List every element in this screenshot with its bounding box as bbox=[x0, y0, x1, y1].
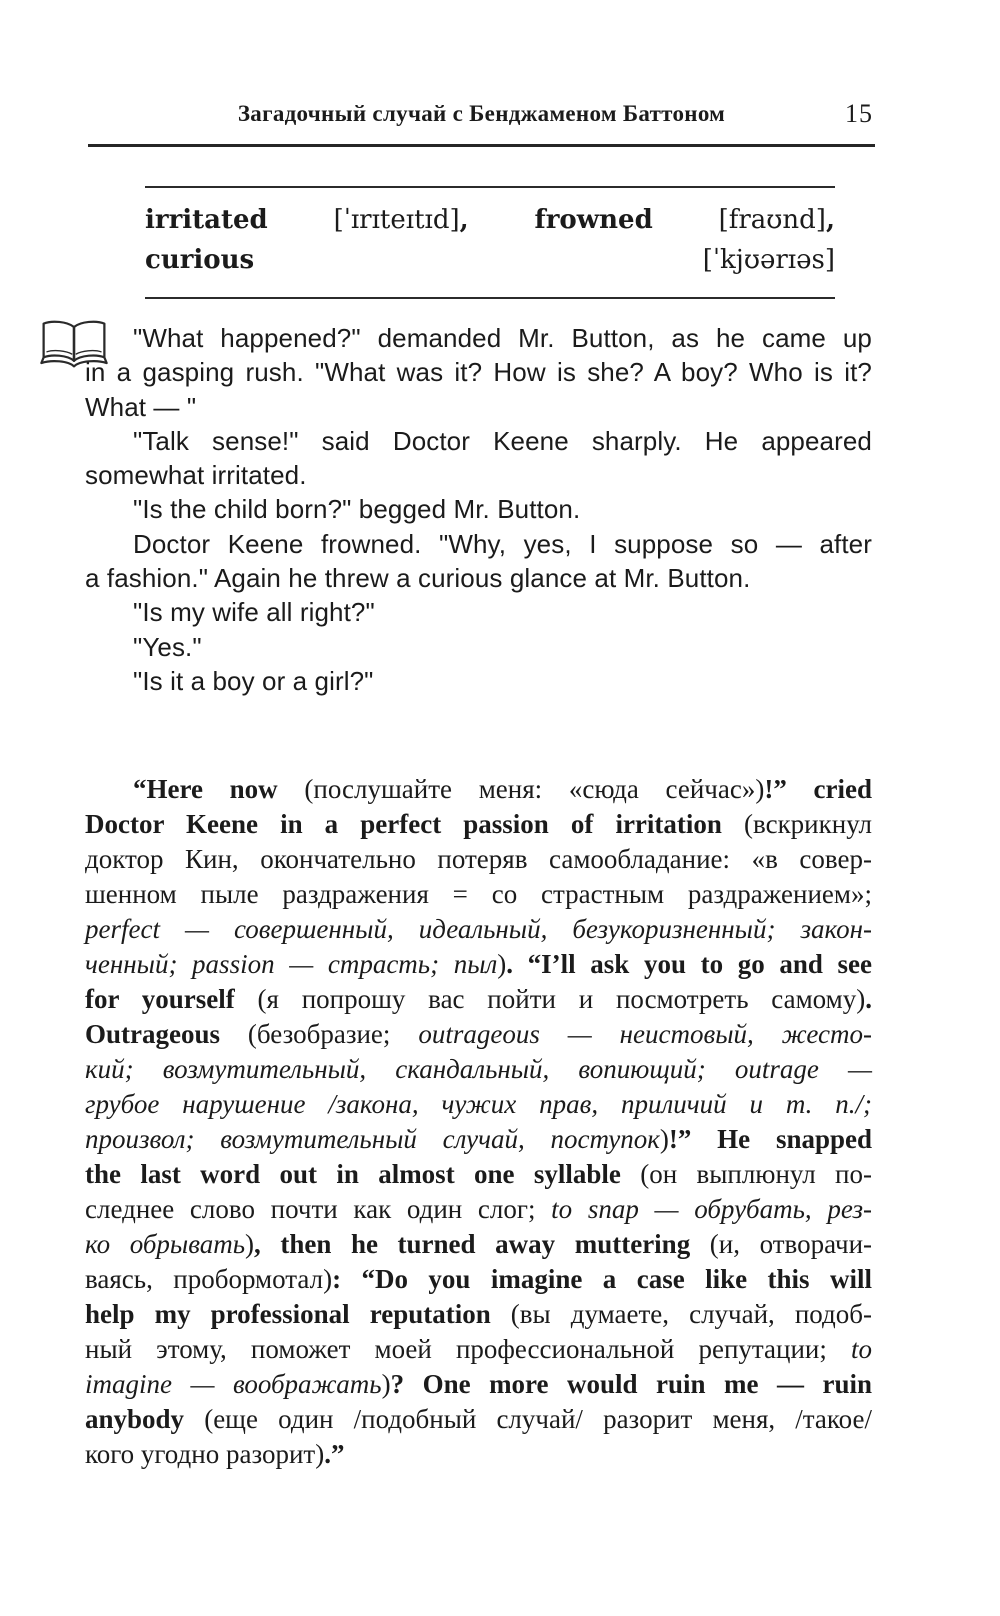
text-run: (вы думаете, случай, подоб- bbox=[510, 1299, 872, 1329]
text-run: a fashion." Again he threw a curious glance at Mr. Button. bbox=[85, 563, 751, 594]
text-run: ) bbox=[381, 1369, 391, 1399]
text-line bbox=[85, 1087, 872, 1122]
text-line bbox=[85, 842, 872, 877]
vocab-bottom-divider bbox=[145, 297, 835, 299]
text-run: [ˈɪrɪteɪtɪd] bbox=[333, 205, 460, 235]
text-run: грубое нарушение /закона, чужих прав, приличий и т. п./; bbox=[85, 1089, 872, 1119]
text-run: (безобразие; bbox=[247, 1019, 419, 1049]
text-line bbox=[85, 1297, 872, 1332]
text-run: , then he turned away muttering bbox=[254, 1229, 710, 1259]
text-run: ваясь, пробормотал) bbox=[85, 1264, 333, 1294]
text-run: [ˈkjʊərɪəs] bbox=[702, 245, 835, 275]
text-line bbox=[85, 1192, 872, 1227]
running-head bbox=[88, 101, 875, 135]
text-run: help my professional reputation bbox=[85, 1299, 511, 1329]
text-line bbox=[85, 390, 872, 424]
text-run: (он выплюнул по- bbox=[640, 1159, 872, 1189]
english-text-block bbox=[85, 321, 872, 698]
text-line bbox=[85, 321, 872, 355]
text-run: for yourself bbox=[85, 984, 258, 1014]
text-run: , bbox=[825, 205, 836, 235]
text-line bbox=[85, 982, 872, 1017]
text-line bbox=[85, 1122, 872, 1157]
text-line bbox=[85, 595, 872, 629]
text-run: (я попрошу вас пойти и посмотреть самому) bbox=[257, 984, 866, 1014]
text-line bbox=[85, 1332, 872, 1367]
text-run: кий; возмутительный, скандальный, вопиющий; outrage — bbox=[85, 1054, 872, 1084]
page-number: 15 bbox=[845, 99, 873, 128]
text-run: "Is it a boy or a girl?" bbox=[133, 665, 374, 696]
text-line bbox=[85, 1402, 872, 1437]
text-run: "Is my wife all right?" bbox=[133, 597, 375, 628]
text-run: (послушайте меня: «сюда сейчас») bbox=[304, 774, 765, 804]
vocab-top-divider bbox=[145, 186, 835, 188]
text-line bbox=[85, 561, 872, 595]
text-run: ) bbox=[497, 949, 507, 979]
text-run: (еще один /подобный случай/ разорит меня, /такое/ bbox=[204, 1404, 872, 1434]
page-title: Загадочный случай с Бенджаменом Баттоном bbox=[237, 101, 726, 126]
text-run: ? One more would ruin me — ruin bbox=[390, 1369, 872, 1399]
text-line bbox=[85, 947, 872, 982]
text-line bbox=[85, 1052, 872, 1087]
text-line bbox=[85, 1367, 872, 1402]
text-run: (и, отворачи- bbox=[709, 1229, 873, 1259]
text-line bbox=[85, 772, 872, 807]
text-line bbox=[85, 458, 872, 492]
text-line bbox=[85, 1227, 872, 1262]
text-line bbox=[85, 424, 872, 458]
text-run: ) bbox=[245, 1229, 255, 1259]
text-run: in a gasping rush. "What was it? How is she? A boy? Who is it? bbox=[85, 357, 872, 388]
text-run: anybody bbox=[85, 1404, 205, 1434]
text-run: "Is the child born?" begged Mr. Button. bbox=[133, 494, 581, 525]
text-run: outrageous — неистовый, жесто- bbox=[418, 1019, 873, 1049]
text-run: , frowned bbox=[459, 205, 719, 235]
text-run: the last word out in almost one syllable bbox=[85, 1159, 641, 1189]
text-line bbox=[85, 527, 872, 561]
text-run: .” bbox=[324, 1439, 345, 1469]
header-divider bbox=[88, 144, 875, 147]
text-line bbox=[85, 1437, 872, 1472]
text-run: "What happened?" demanded Mr. Button, as he came up bbox=[133, 323, 872, 353]
text-run: imagine — воображать bbox=[85, 1369, 382, 1399]
text-run: "Yes." bbox=[133, 631, 202, 662]
text-run: ный этому, поможет моей профессиональной репутации; bbox=[85, 1334, 851, 1364]
text-run: (вскрикнул bbox=[744, 809, 872, 839]
text-run: perfect — совершенный, идеальный, безукоризненный; закон- bbox=[85, 914, 872, 944]
text-run: "Talk sense!" said Doctor Keene sharply. He appeared bbox=[133, 425, 872, 456]
text-run: ) bbox=[659, 1124, 669, 1154]
text-line bbox=[85, 664, 872, 698]
text-run: Doctor Keene frowned. "Why, yes, I suppose so — after bbox=[133, 528, 872, 559]
text-run: : “Do you imagine a case like this will bbox=[332, 1264, 872, 1294]
text-run: “Here now bbox=[133, 774, 305, 804]
text-line bbox=[85, 492, 872, 526]
text-run: somewhat irritated. bbox=[85, 460, 307, 491]
text-run: доктор Кин, окончательно потеряв самообладание: «в совер- bbox=[85, 844, 872, 874]
text-line bbox=[85, 807, 872, 842]
text-run: . “I’ll ask you to go and see bbox=[506, 949, 872, 979]
text-line bbox=[85, 1262, 872, 1297]
text-run: шенном пыле раздражения = со страстным раздражением»; bbox=[85, 879, 872, 909]
text-run: irritated bbox=[145, 205, 334, 235]
text-line bbox=[145, 200, 835, 240]
text-run: Doctor Keene in a perfect passion of irritation bbox=[85, 809, 744, 839]
text-line bbox=[85, 355, 872, 389]
text-run: кого угодно разорит) bbox=[85, 1439, 325, 1469]
text-line bbox=[85, 1017, 872, 1052]
text-run: [fraʊnd] bbox=[718, 205, 826, 235]
text-run: curious bbox=[145, 245, 703, 275]
text-line bbox=[85, 877, 872, 912]
text-run: . bbox=[865, 984, 872, 1014]
text-run: to bbox=[850, 1334, 872, 1364]
frank-translation-block bbox=[85, 772, 872, 1472]
text-run: !” cried bbox=[764, 774, 873, 804]
text-run: ченный; passion — страсть; пыл bbox=[85, 949, 498, 979]
text-run: What — " bbox=[85, 391, 197, 422]
text-line bbox=[145, 240, 835, 280]
text-run: следнее слово почти как один слог; bbox=[85, 1194, 552, 1224]
text-line bbox=[85, 912, 872, 947]
text-run: !” He snapped bbox=[668, 1124, 872, 1154]
text-run: to snap — обрубать, рез- bbox=[551, 1194, 873, 1224]
text-line bbox=[85, 1157, 872, 1192]
vocabulary-block bbox=[145, 200, 835, 280]
text-line bbox=[85, 630, 872, 664]
text-run: произвол; возмутительный случай, поступок bbox=[85, 1124, 660, 1154]
text-run: ко обрывать bbox=[85, 1229, 246, 1259]
text-run: Outrageous bbox=[85, 1019, 248, 1049]
